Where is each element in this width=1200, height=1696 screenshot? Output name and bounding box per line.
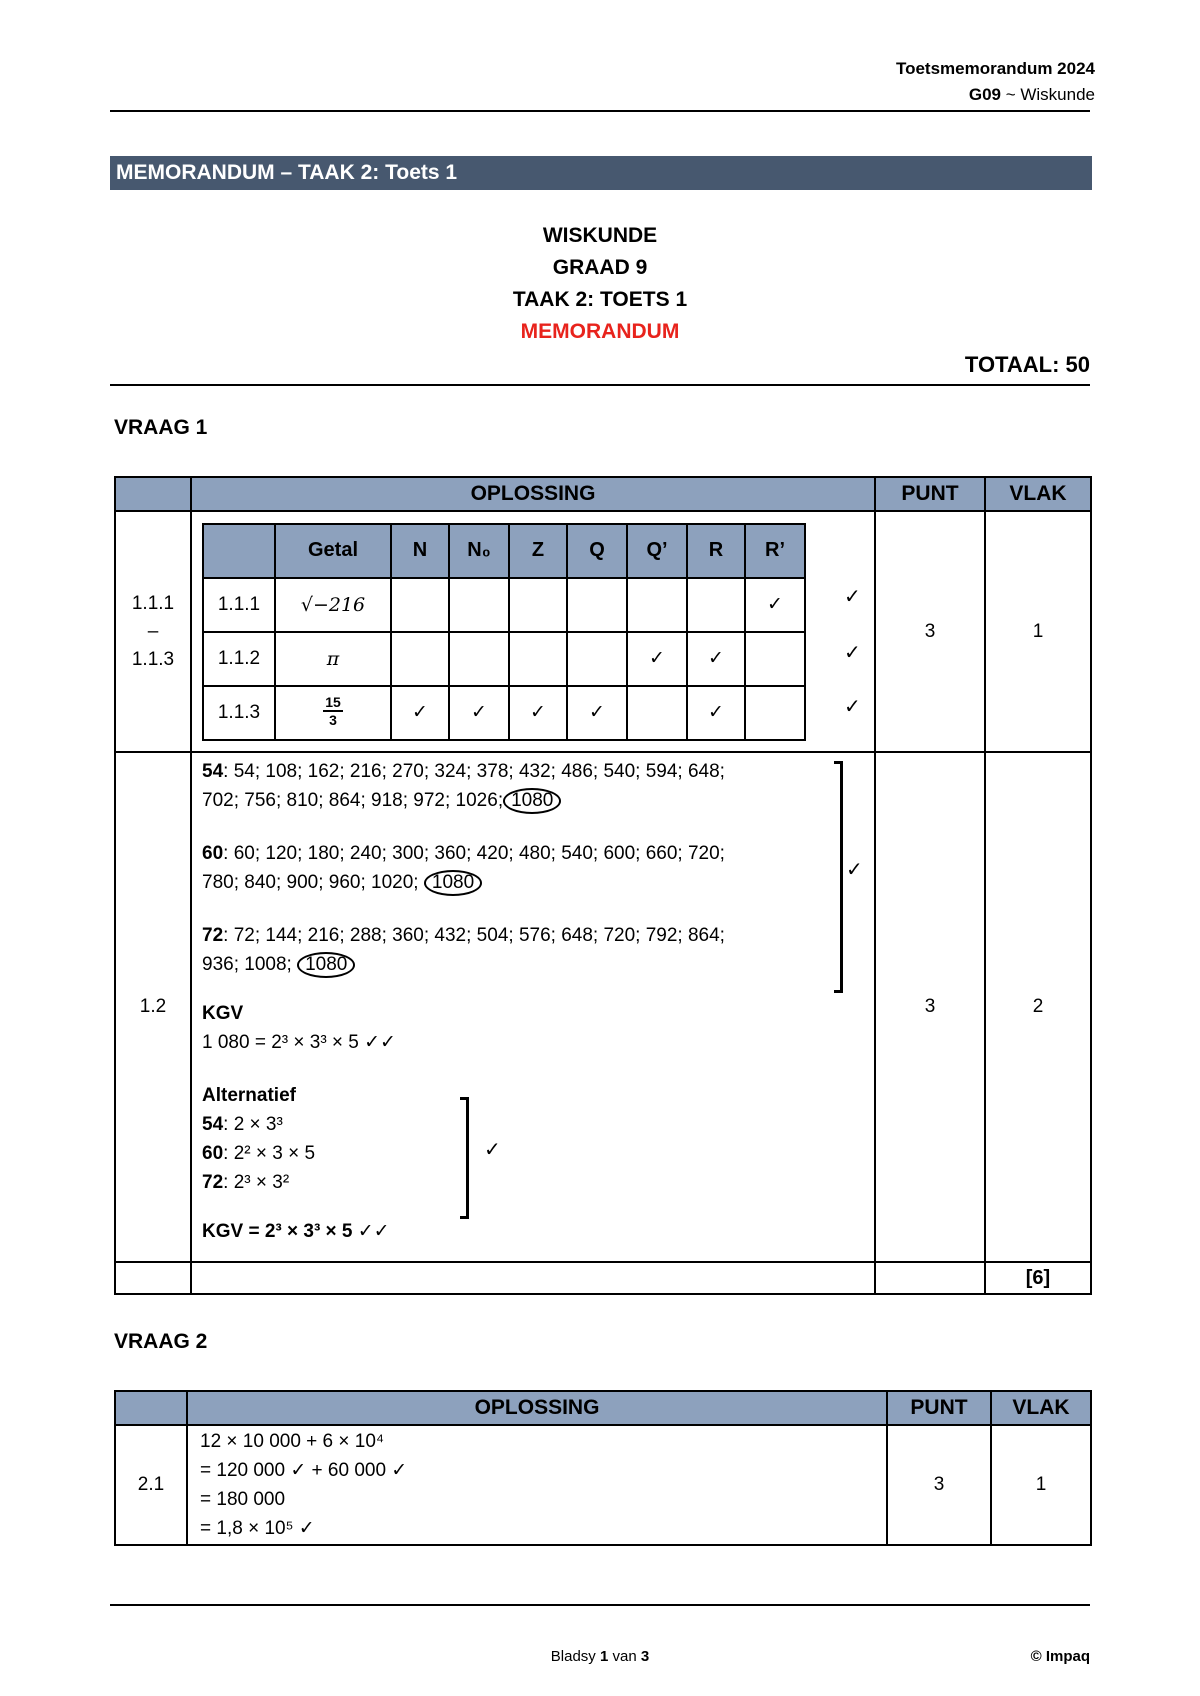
inner-row-id: 1.1.3 [203, 686, 275, 740]
alt-check: ✓ [484, 1139, 501, 1161]
inner-cell-n: ✓ [391, 686, 449, 740]
q1-row2-solution [191, 752, 875, 1262]
q1-total-blank [115, 1262, 191, 1294]
q2-head-solution: OPLOSSING [187, 1391, 887, 1425]
alt-60 [202, 1139, 874, 1168]
inner-cell-r [687, 578, 745, 632]
inner-head-q-prime: Q’ [627, 524, 687, 578]
q2-head-level: VLAK [991, 1391, 1091, 1425]
inner-cell-q-prime: ✓ [627, 632, 687, 686]
q2-head-blank [115, 1391, 187, 1425]
lcm-circle: 1080 [503, 788, 561, 814]
inner-row-id: 1.1.1 [203, 578, 275, 632]
inner-cell-r-prime [745, 632, 805, 686]
inner-cell-q-prime [627, 686, 687, 740]
title-grade: GRAAD 9 [552, 256, 648, 279]
alt-72 [202, 1168, 874, 1197]
page-current: 1 [599, 1648, 609, 1665]
inner-cell-z: ✓ [509, 686, 567, 740]
header-grade: G09 [968, 85, 1001, 104]
multiples-54-text2: 702; 756; 810; 864; 918; 972; 1026; [202, 790, 504, 811]
inner-cell-q: ✓ [567, 686, 627, 740]
q1-row2-points: 3 [875, 752, 985, 1262]
title-divider [110, 384, 1090, 386]
row-check-mark: ✓ [844, 642, 861, 664]
inner-cell-n0: ✓ [449, 686, 509, 740]
page-word: Bladsy [550, 1648, 596, 1665]
alt-60-text: : 2² × 3 × 5 [223, 1143, 316, 1164]
kgv2-text: KGV = 2³ × 3³ × 5 ✓✓ [202, 1221, 390, 1242]
q2-line: = 180 000 [200, 1489, 286, 1510]
number-sets-table [202, 523, 806, 741]
page-total: 3 [640, 1648, 650, 1665]
multiples-72-line2 [202, 950, 874, 979]
q2-head-points: PUNT [887, 1391, 991, 1425]
alt-54 [202, 1110, 874, 1139]
q1-total-blank [875, 1262, 985, 1294]
memo-banner: MEMORANDUM – TAAK 2: Toets 1 [110, 156, 1092, 190]
multiples-72-text: : 72; 144; 216; 288; 360; 432; 504; 576; 648; 720; 792; 864; [223, 925, 725, 946]
q2-row1-level: 1 [991, 1425, 1091, 1545]
q1-title: VRAAG 1 [114, 416, 208, 439]
inner-cell-q [567, 578, 627, 632]
kgv-label-text: KGV [202, 1003, 244, 1024]
lcm-circle: 1080 [297, 952, 355, 978]
q1-total-blank [191, 1262, 875, 1294]
multiples-72-label: 72 [202, 925, 224, 946]
inner-row-getal: π [275, 632, 391, 686]
multiples-brace [834, 761, 843, 993]
multiples-check: ✓ [846, 859, 863, 881]
alt-label-text: Alternatief [202, 1085, 296, 1106]
inner-cell-q-prime [627, 578, 687, 632]
inner-row-getal-fraction [275, 686, 391, 740]
q2-line: = 120 000 ✓ + 60 000 ✓ [200, 1460, 408, 1481]
q2-row1-solution [187, 1425, 887, 1545]
q2-line: = 1,8 × 10⁵ ✓ [200, 1518, 315, 1539]
page-of-word: van [612, 1648, 637, 1665]
inner-head-r: R [687, 524, 745, 578]
multiples-72-text2: 936; 1008; [202, 954, 292, 975]
row-check-mark: ✓ [844, 696, 861, 718]
inner-cell-n [391, 578, 449, 632]
alt-72-label: 72 [202, 1172, 224, 1193]
inner-head-getal: Getal [275, 524, 391, 578]
header-block [896, 56, 1095, 108]
multiples-60-text: : 60; 120; 180; 240; 300; 360; 420; 480; 540; 600; 660; 720; [223, 843, 725, 864]
lcm-circle: 1080 [424, 870, 482, 896]
copyright: © Impaq [1030, 1648, 1090, 1665]
header-sep: ~ [1000, 85, 1021, 104]
multiples-60-line1 [202, 839, 874, 868]
inner-cell-z [509, 632, 567, 686]
q1-total: [6] [985, 1262, 1091, 1294]
alt-54-text: : 2 × 3³ [223, 1114, 283, 1135]
q1-head-solution: OPLOSSING [191, 477, 875, 511]
inner-cell-z [509, 578, 567, 632]
fraction-numerator: 15 [325, 694, 341, 710]
q1-row1-label [115, 511, 191, 752]
q1-row1-level: 1 [985, 511, 1091, 752]
multiples-60-line2 [202, 868, 874, 897]
inner-head-n: N [391, 524, 449, 578]
inner-head-r-prime: R’ [745, 524, 805, 578]
alt-54-label: 54 [202, 1114, 224, 1135]
q2-table [114, 1390, 1092, 1546]
q1-head-points: PUNT [875, 477, 985, 511]
inner-cell-n [391, 632, 449, 686]
row-check-mark: ✓ [844, 586, 861, 608]
kgv2-line [202, 1217, 874, 1246]
inner-cell-r: ✓ [687, 686, 745, 740]
q1-row1-label-bottom: 1.1.3 [131, 648, 175, 670]
inner-row-id: 1.1.2 [203, 632, 275, 686]
alt-brace [460, 1097, 469, 1219]
alt-60-label: 60 [202, 1143, 224, 1164]
title-task: TAAK 2: TOETS 1 [512, 288, 688, 311]
inner-cell-r-prime: ✓ [745, 578, 805, 632]
header-title: Toetsmemorandum 2024 [895, 59, 1095, 78]
inner-cell-n0 [449, 632, 509, 686]
multiples-72-line1 [202, 921, 874, 950]
footer-divider [110, 1604, 1090, 1606]
inner-row-getal: √−216 [275, 578, 391, 632]
q1-head-level: VLAK [985, 477, 1091, 511]
multiples-54-text: : 54; 108; 162; 216; 270; 324; 378; 432; 486; 540; 594; 648; [223, 761, 725, 782]
q1-table [114, 476, 1092, 1295]
q1-row1-points: 3 [875, 511, 985, 752]
q2-row1-points: 3 [887, 1425, 991, 1545]
q1-row2-level: 2 [985, 752, 1091, 1262]
inner-cell-r: ✓ [687, 632, 745, 686]
kgv-line: 1 080 = 2³ × 3³ × 5 ✓✓ [202, 1032, 396, 1053]
header-divider [110, 110, 1090, 112]
inner-head-n0: N₀ [449, 524, 509, 578]
inner-head-z: Z [509, 524, 567, 578]
header-subject: Wiskunde [1020, 85, 1095, 104]
multiples-54-label: 54 [202, 761, 224, 782]
q1-head-blank [115, 477, 191, 511]
inner-head-blank [203, 524, 275, 578]
inner-cell-n0 [449, 578, 509, 632]
q1-row1-solution [191, 511, 875, 752]
page-number [0, 1648, 1200, 1665]
q1-row2-label: 1.2 [115, 752, 191, 1262]
kgv-label [202, 999, 874, 1028]
multiples-54-line1 [202, 757, 874, 786]
alt-72-text: : 2³ × 3² [223, 1172, 290, 1193]
fraction-denominator: 3 [329, 712, 337, 728]
q1-row1-label-top: 1.1.1 [131, 592, 175, 614]
inner-head-q: Q [567, 524, 627, 578]
inner-cell-r-prime [745, 686, 805, 740]
q2-line: 12 × 10 000 + 6 × 10⁴ [200, 1431, 385, 1452]
q2-row1-label: 2.1 [115, 1425, 187, 1545]
q2-title: VRAAG 2 [114, 1330, 208, 1353]
multiples-60-label: 60 [202, 843, 224, 864]
alt-label [202, 1081, 874, 1110]
inner-cell-q [567, 632, 627, 686]
multiples-54-line2 [202, 786, 874, 815]
q1-row1-label-dash: – [147, 620, 159, 642]
title-memo: MEMORANDUM [520, 320, 680, 343]
total-marks: TOTAAL: 50 [964, 352, 1090, 377]
multiples-60-text2: 780; 840; 900; 960; 1020; [202, 872, 419, 893]
title-subject: WISKUNDE [542, 224, 658, 247]
